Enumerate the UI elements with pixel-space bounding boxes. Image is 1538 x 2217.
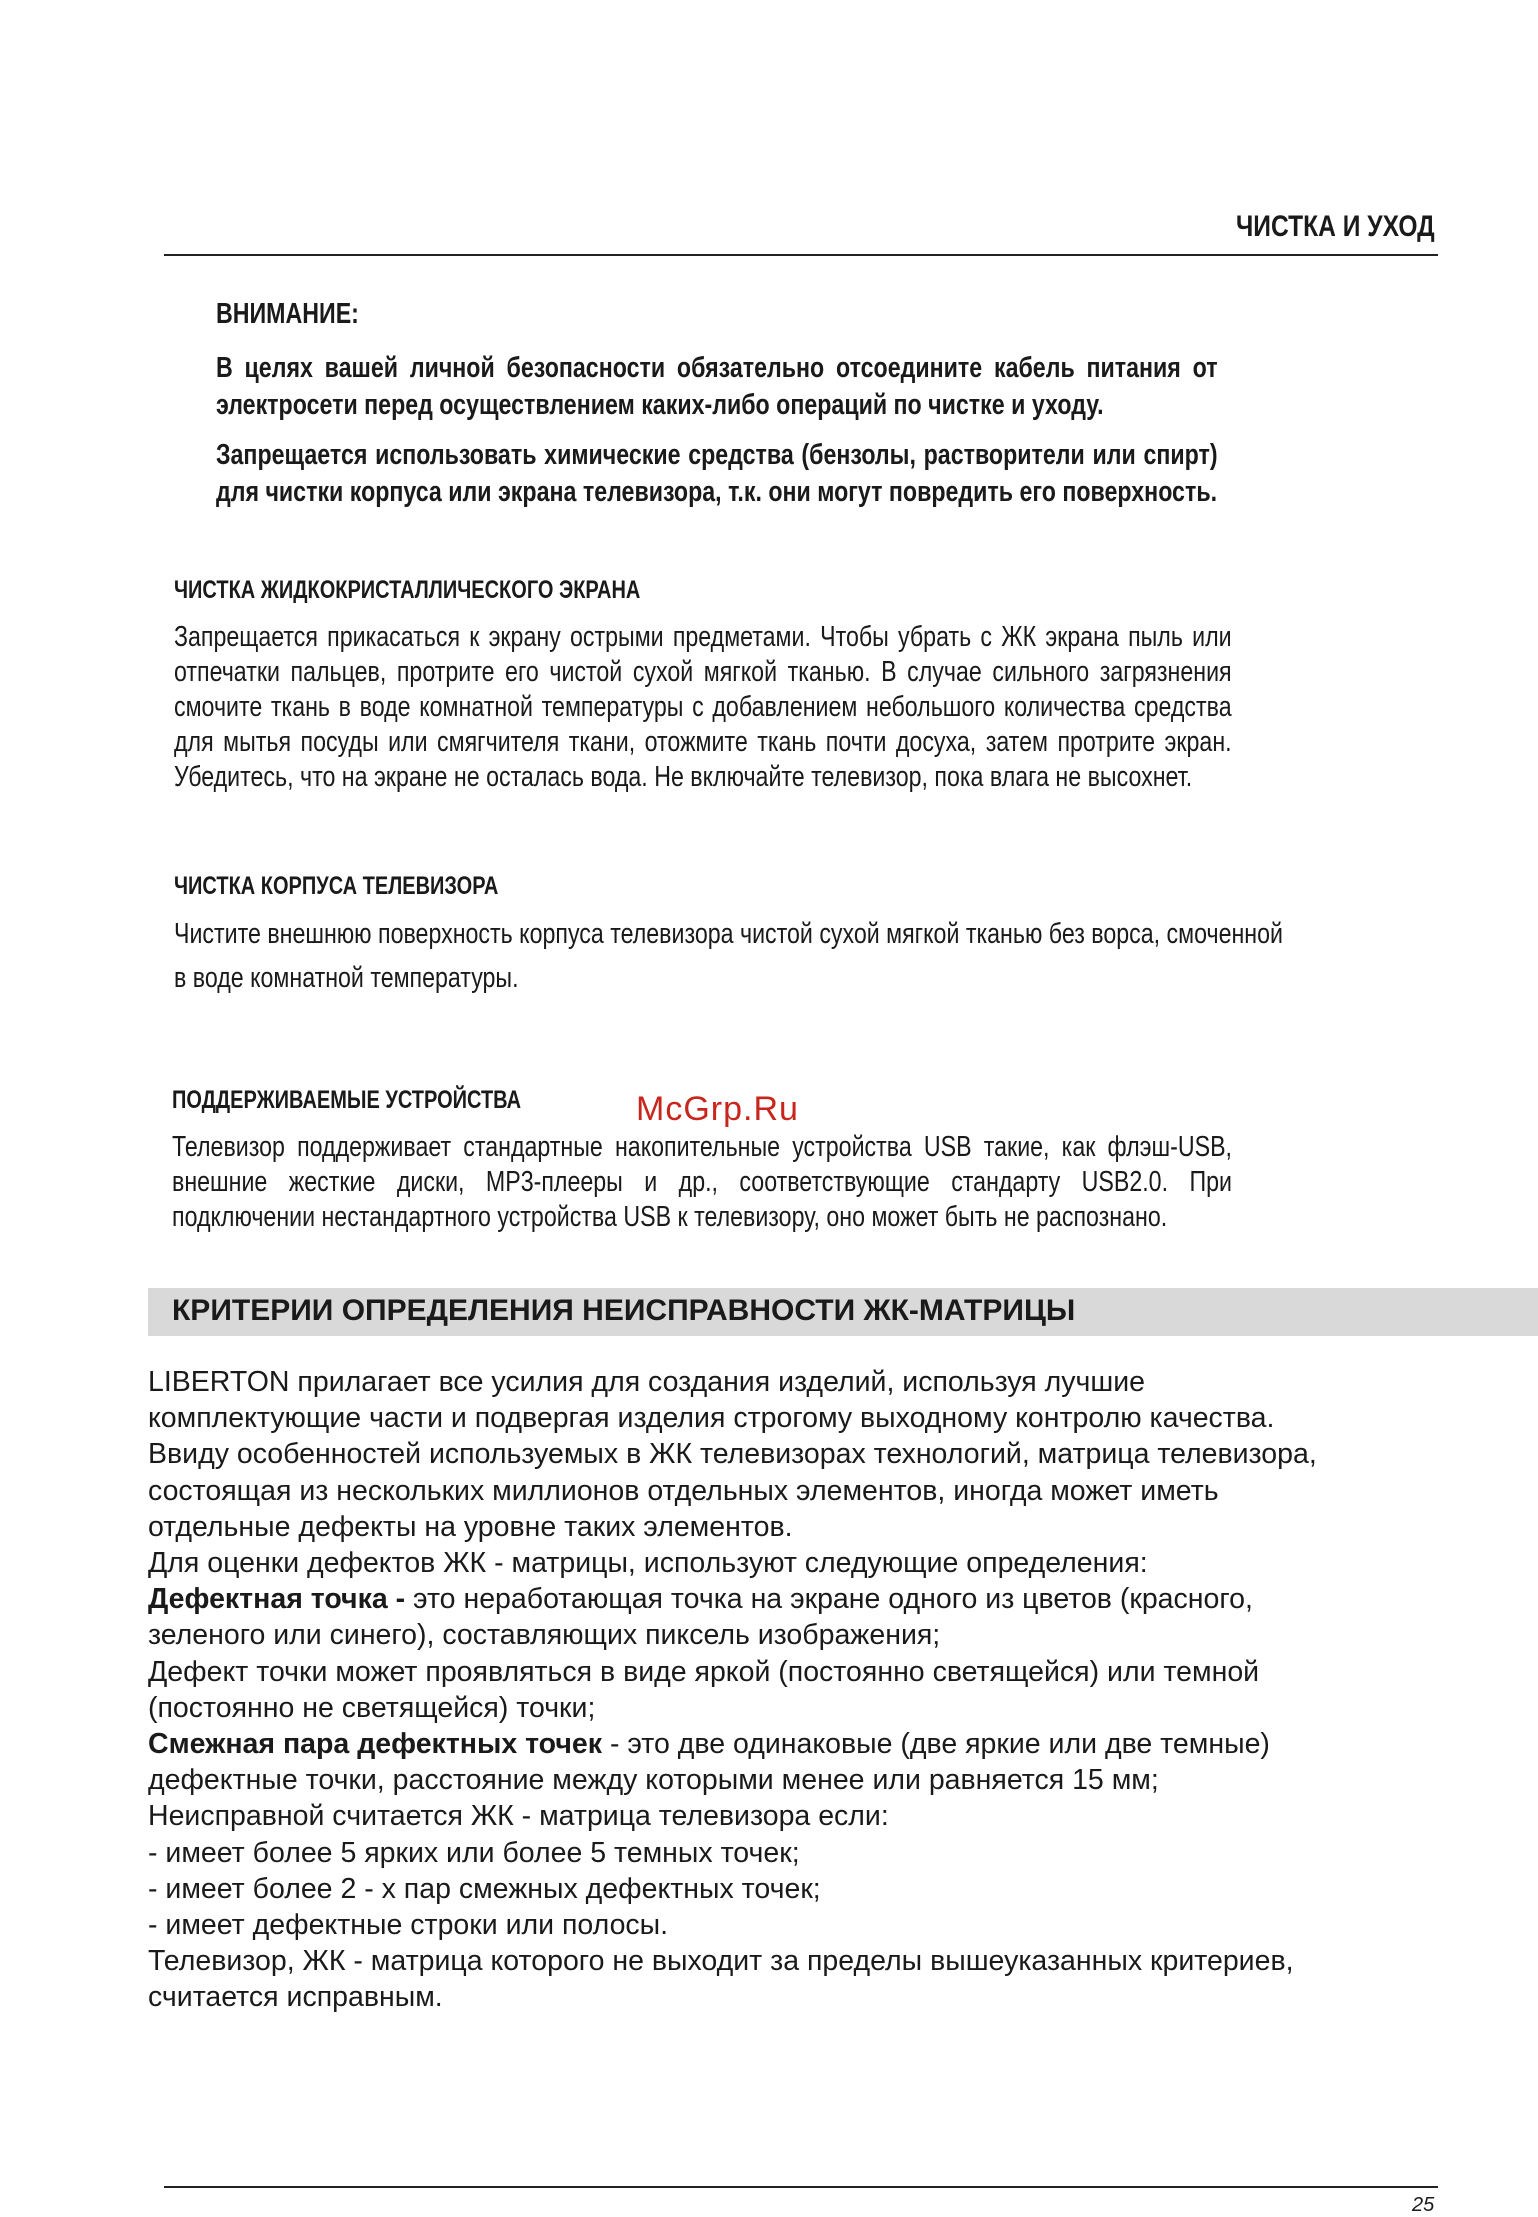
criteria-line: отдельные дефекты на уровне таких элементов.: [148, 1510, 793, 1543]
footer-divider: [164, 2186, 1438, 2188]
case-cleaning-line-2: в воде комнатной температуры.: [174, 962, 519, 994]
criteria-line-adjacent-pair: [148, 1726, 1518, 1762]
criteria-line: Неисправной считается ЖК - матрица телевизора если:: [148, 1800, 889, 1833]
criteria-list-item: - имеет дефектные строки или полосы.: [148, 1909, 669, 1942]
criteria-line: (постоянно не светящейся) точки;: [148, 1691, 596, 1724]
watermark: McGrp.Ru: [636, 1090, 799, 1128]
devices-heading: ПОДДЕРЖИВАЕМЫЕ УСТРОЙСТВА: [172, 1086, 522, 1114]
case-cleaning-line-1: Чистите внешнюю поверхность корпуса телевизора чистой сухой мягкой тканью без ворса, смоченной: [174, 918, 1283, 950]
criteria-line-defect-point: [148, 1581, 1518, 1617]
criteria-list-item: - имеет более 5 ярких или более 5 темных точек;: [148, 1836, 800, 1869]
criteria-line: Дефект точки может проявляться в виде яркой (постоянно светящейся) или темной: [148, 1655, 1260, 1688]
case-cleaning-heading: ЧИСТКА КОРПУСА ТЕЛЕВИЗОРА: [174, 872, 499, 900]
definition-adjacent-pair: - это две одинаковые (две яркие или две темные): [609, 1728, 1270, 1761]
page-number: 25: [1412, 2194, 1435, 2216]
criteria-line: дефектные точки, расстояние между которыми менее или равняется 15 мм;: [148, 1764, 1159, 1797]
criteria-line: LIBERTON прилагает все усилия для создания изделий, используя лучшие: [148, 1366, 1145, 1398]
warning-heading: ВНИМАНИЕ:: [216, 298, 359, 330]
devices-text: Телевизор поддерживает стандартные накопительные устройства USB такие, как флэш-USB, внешние жесткие диски, MP3-плееры и др., соответствующие стандарту USB2.0. При подключении нестандартного устройства USB к телевизору, оно может быть не распознано.: [172, 1131, 1232, 1233]
criteria-line: считается исправным.: [148, 1981, 443, 2014]
definition-defective-point: это неработающая точка на экране одного из цветов (красного,: [413, 1583, 1253, 1616]
section-title: ЧИСТКА И УХОД: [1236, 210, 1435, 243]
case-cleaning-text: [174, 912, 1283, 1000]
lcd-cleaning-text: Запрещается прикасаться к экрану острыми предметами. Чтобы убрать с ЖК экрана пыль или отпечатки пальцев, протрите его чистой сухой мягкой тканью. В случае сильного загрязнения смочите ткань в воде комнатной температуры с добавлением небольшого количества средства для мытья посуды или смягчителя ткани, отожмите ткань почти досуха, затем протрите экран. Убедитесь, что на экране не осталась вода. Не включайте телевизор, пока влага не высохнет.: [174, 621, 1232, 793]
term-defective-point: Дефектная точка -: [148, 1583, 414, 1616]
criteria-line: Для оценки дефектов ЖК - матрицы, используют следующие определения:: [148, 1547, 1148, 1580]
criteria-body: [148, 1364, 1518, 2016]
criteria-line: комплектующие части и подвергая изделия строгому выходному контролю качества.: [148, 1402, 1275, 1435]
term-adjacent-pair: Смежная пара дефектных точек: [148, 1728, 610, 1761]
warning-paragraph-1: В целях вашей личной безопасности обязательно отсоедините кабель питания от электросети перед осуществлением каких-либо операций по чистке и уходу.: [216, 352, 1218, 421]
warning-paragraph-2: Запрещается использовать химические средства (бензолы, растворители или спирт) для чистки корпуса или экрана телевизора, т.к. они могут повредить его поверхность.: [216, 439, 1218, 508]
criteria-list-item: - имеет более 2 - х пар смежных дефектных точек;: [148, 1872, 821, 1905]
criteria-line: состоящая из нескольких миллионов отдельных элементов, иногда может иметь: [148, 1474, 1219, 1507]
criteria-heading: КРИТЕРИИ ОПРЕДЕЛЕНИЯ НЕИСПРАВНОСТИ ЖК-МАТРИЦЫ: [172, 1294, 1076, 1327]
criteria-line: зеленого или синего), составляющих пиксель изображения;: [148, 1619, 941, 1652]
header-divider: [164, 254, 1438, 256]
criteria-line: Телевизор, ЖК - матрица которого не выходит за пределы вышеуказанных критериев,: [148, 1945, 1294, 1978]
criteria-line: Ввиду особенностей используемых в ЖК телевизорах технологий, матрица телевизора,: [148, 1438, 1317, 1471]
lcd-cleaning-heading: ЧИСТКА ЖИДКОКРИСТАЛЛИЧЕСКОГО ЭКРАНА: [174, 576, 641, 604]
